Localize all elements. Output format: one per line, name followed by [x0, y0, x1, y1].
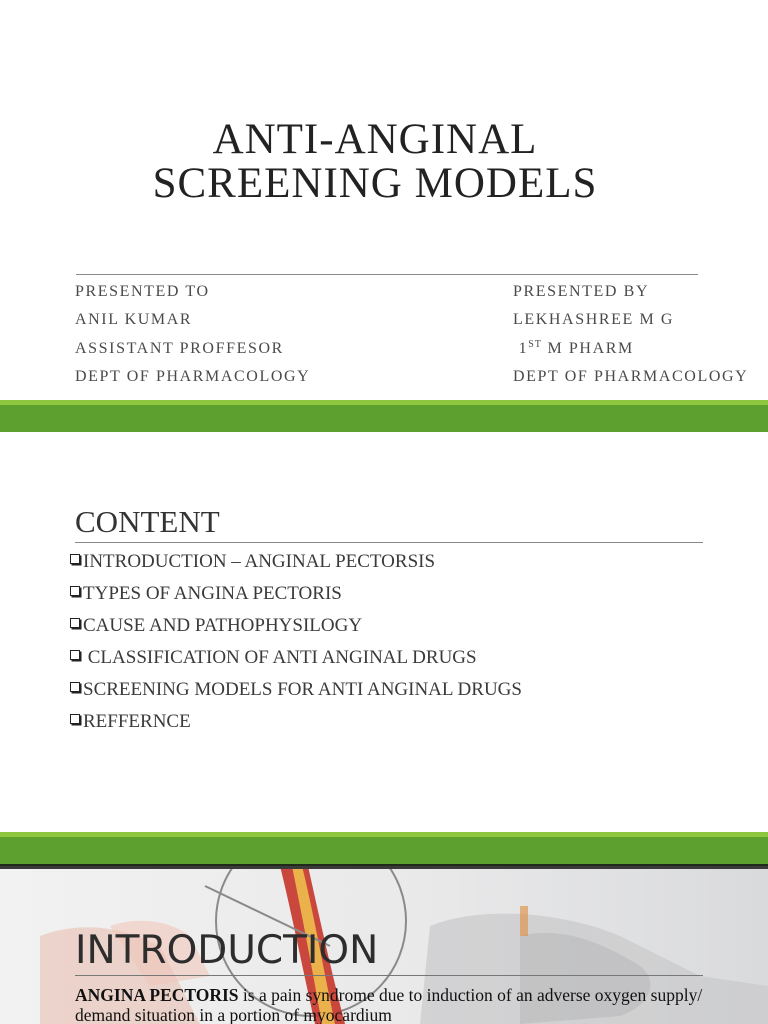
- body-text: is a pain syndrome due to induction of an adverse oxygen supply/ demand situation in a portion of myocardium: [75, 985, 703, 1024]
- title-line-1: ANTI-ANGINAL: [212, 116, 538, 163]
- presented-by-heading: PRESENTED BY: [513, 283, 650, 300]
- introduction-paragraph: [75, 985, 715, 1024]
- divider-line: [76, 274, 698, 275]
- divider-line: [75, 542, 703, 543]
- list-item: INTRODUCTION – ANGINAL PECTORSIS: [70, 550, 522, 582]
- title-line-2: SCREENING MODELS: [152, 160, 598, 207]
- list-item: SCREENING MODELS FOR ANTI ANGINAL DRUGS: [70, 678, 522, 710]
- year-rest: M PHARM: [541, 339, 634, 357]
- slide-title: [0, 118, 750, 206]
- presenter-by-name: LEKHASHREE M G: [513, 311, 675, 329]
- square-bullet-icon: [70, 554, 80, 564]
- presented-by-block: [513, 282, 748, 395]
- content-heading: CONTENT: [75, 504, 220, 539]
- presenter-to-name: ANIL KUMAR: [75, 311, 193, 329]
- content-list: [70, 550, 522, 742]
- square-bullet-icon: [70, 650, 80, 660]
- content-slide: [0, 432, 768, 832]
- title-slide: [0, 0, 768, 400]
- presenter-to-role: ASSISTANT PROFFESOR: [75, 339, 284, 357]
- list-item: CLASSIFICATION OF ANTI ANGINAL DRUGS: [70, 646, 522, 678]
- introduction-slide: [0, 866, 768, 1024]
- green-band-2: [0, 832, 768, 864]
- square-bullet-icon: [70, 682, 80, 692]
- presenter-by-year: [513, 339, 748, 367]
- list-item: TYPES OF ANGINA PECTORIS: [70, 582, 522, 614]
- introduction-heading: INTRODUCTION: [75, 928, 379, 973]
- square-bullet-icon: [70, 714, 80, 724]
- presented-to-block: [75, 282, 310, 395]
- square-bullet-icon: [70, 586, 80, 596]
- presenter-by-dept: DEPT OF PHARMACOLOGY: [513, 367, 749, 385]
- year-superscript: ST: [528, 338, 542, 350]
- presenter-to-dept: DEPT OF PHARMACOLOGY: [75, 367, 311, 385]
- divider-line: [75, 975, 703, 976]
- square-bullet-icon: [70, 618, 80, 628]
- bold-term: ANGINA PECTORIS: [75, 985, 239, 1005]
- year-number: 1: [518, 339, 529, 357]
- list-item: CAUSE AND PATHOPHYSILOGY: [70, 614, 522, 646]
- presented-to-heading: PRESENTED TO: [75, 283, 210, 300]
- list-item: REFFERNCE: [70, 710, 522, 742]
- green-band-1: [0, 400, 768, 432]
